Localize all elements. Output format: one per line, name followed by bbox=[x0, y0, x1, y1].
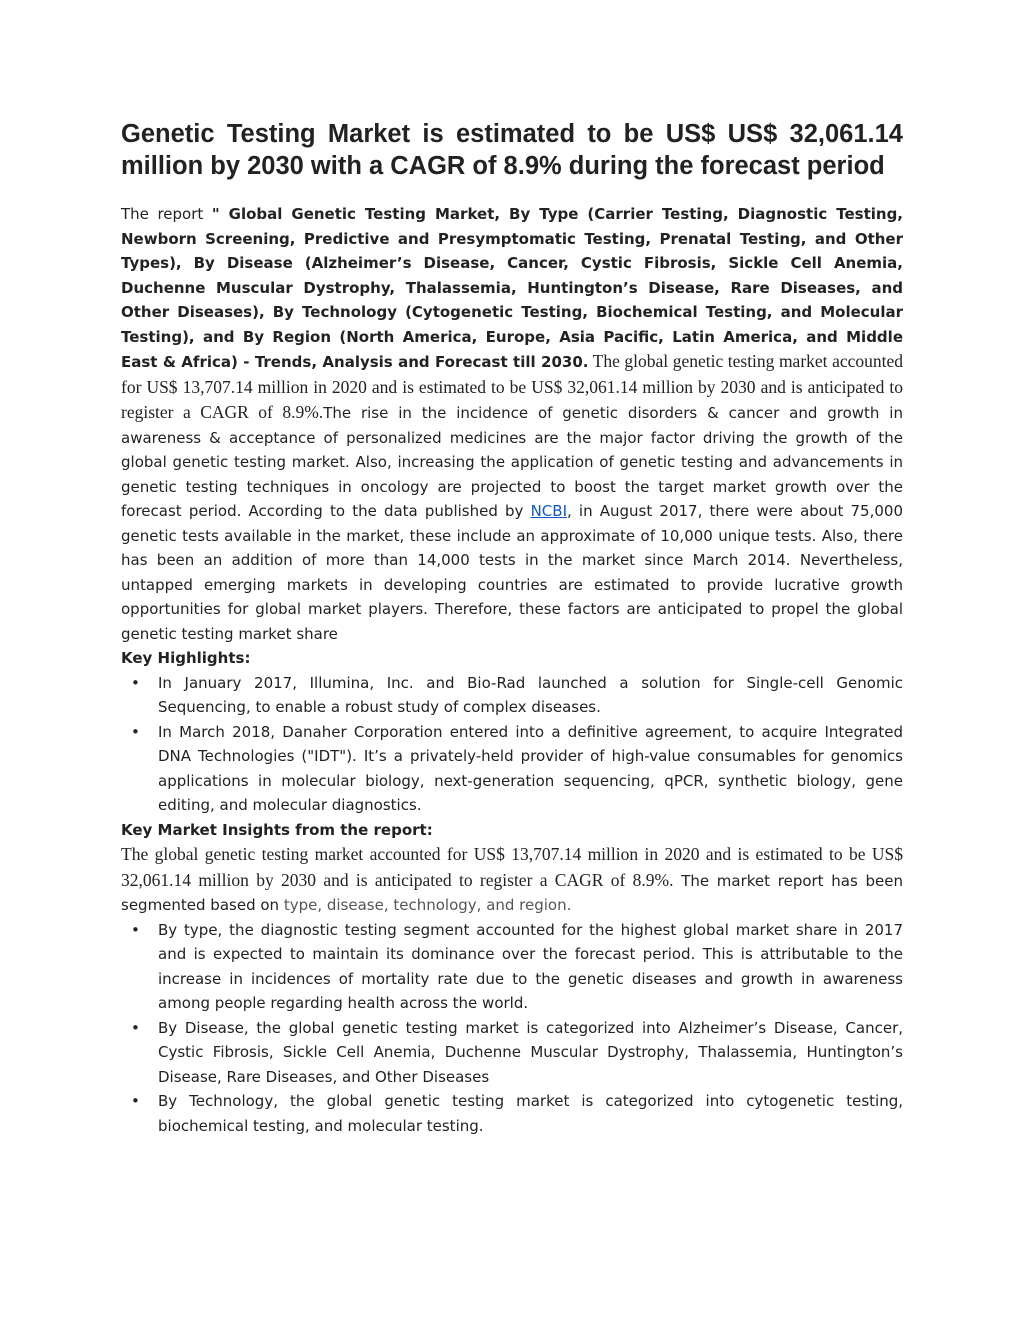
segment-list: type, disease, technology, and region. bbox=[283, 896, 572, 914]
list-item: • By Disease, the global genetic testing market is categorized into Alzheimer’s Disease, Cancer, Cystic Fibrosis, Sickle Cell Anemia, Duchenne Muscular Dystrophy, Thalassemia, Huntington’s Disease, Rare Diseases, and Other Diseases bbox=[121, 1016, 903, 1090]
bullet-icon: • bbox=[131, 1018, 140, 1037]
market-summary: The global genetic testing market accounted for US$ 13,707.14 million in 2020 and is estimated to be US$ 32,061.14 million by 2030 and is anticipated to register a CAGR of 8.9%. bbox=[121, 351, 903, 422]
bullet-icon: • bbox=[131, 722, 140, 741]
page-title: Genetic Testing Market is estimated to be US$ US$ 32,061.14 million by 2030 with a CAGR of 8.9% during the forecast period bbox=[121, 120, 903, 180]
bullet-icon: • bbox=[131, 920, 140, 939]
key-insights-heading: Key Market Insights from the report: bbox=[121, 820, 433, 839]
list-item: • In January 2017, Illumina, Inc. and Bio-Rad launched a solution for Single-cell Genomic Sequencing, to enable a robust study of complex diseases. bbox=[121, 671, 903, 720]
intro-body-1: The rise in the incidence of genetic disorders & cancer and growth in awareness & acceptance of personalized medicines are the major factor driving the growth of the global genetic testing market. Also, increasing the application of genetic testing and advancements in genetic testing techniques in oncology are projected to boost the target market growth over the forecast period. According to the data published by bbox=[121, 404, 903, 520]
insights-paragraph bbox=[121, 842, 903, 918]
key-highlights-heading: Key Highlights: bbox=[121, 649, 251, 667]
bullet-icon: • bbox=[131, 1092, 140, 1110]
list-item: • In March 2018, Danaher Corporation entered into a definitive agreement, to acquire Integrated DNA Technologies ("IDT"). It’s a privately-held provider of high-value consumables for genomics applications in molecular biology, next-generation sequencing, qPCR, synthetic biology, gene editing, and molecular diagnostics. bbox=[121, 720, 903, 818]
intro-body-2: , in August 2017, there were about 75,000 genetic tests available in the market, these include an approximate of 10,000 unique tests. Also, there has been an addition of more than 14,000 tests in the market since March 2014. Nevertheless, untapped emerging markets in developing countries are estimated to provide lucrative growth opportunities for global market players. Therefore, these factors are anticipated to propel the global genetic testing market share bbox=[121, 502, 903, 643]
bullet-icon: • bbox=[131, 673, 140, 692]
intro-paragraph bbox=[121, 202, 903, 646]
segment-lead: The market report has been segmented based on bbox=[121, 871, 903, 914]
ncbi-link[interactable]: NCBI bbox=[530, 502, 567, 520]
report-title: " Global Genetic Testing Market, By Type (Carrier Testing, Diagnostic Testing, Newborn Screening, Predictive and Presymptomatic Testing, Prenatal Testing, and Other Types), By Disease (Alzheimer’s Disease, Cancer, Cystic Fibrosis, Sickle Cell Anemia, Duchenne Muscular Dystrophy, Thalassemia, Huntington’s Disease, Rare Diseases, and Other Diseases), By Technology (Cytogenetic Testing, Biochemical Testing, and Molecular Testing), and By Region (North America, Europe, Asia Pacific, Latin America, and Middle East & Africa) - Trends, Analysis and Forecast till 2030. bbox=[121, 205, 904, 371]
intro-lead: The report bbox=[121, 205, 212, 223]
document-page bbox=[121, 118, 903, 1138]
list-item: • By type, the diagnostic testing segment accounted for the highest global market share in 2017 and is expected to maintain its dominance over the forecast period. This is attributable to the increase in incidences of mortality rate due to the genetic diseases and growth in awareness among people regarding health across the world. bbox=[121, 918, 903, 1016]
list-item: • By Technology, the global genetic testing market is categorized into cytogenetic testing, biochemical testing, and molecular testing. bbox=[121, 1089, 903, 1138]
insights-summary: The global genetic testing market accounted for US$ 13,707.14 million in 2020 and is estimated to be US$ 32,061.14 million by 2030 and is anticipated to register a CAGR of 8.9%. bbox=[121, 844, 903, 890]
insights-list bbox=[121, 918, 903, 1139]
highlights-list bbox=[121, 671, 903, 818]
